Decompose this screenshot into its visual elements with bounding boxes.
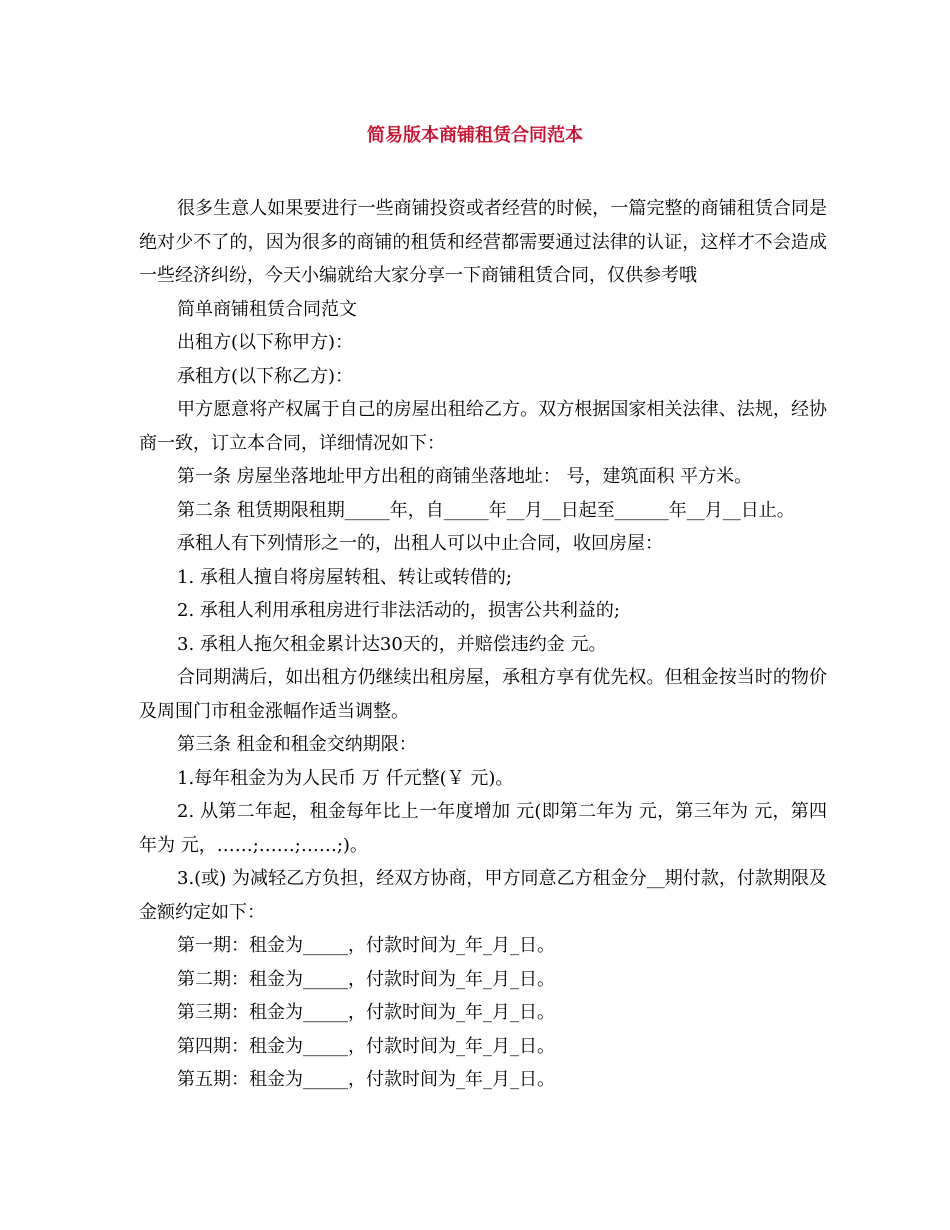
contract-heading: 简单商铺租赁合同范文 xyxy=(177,298,357,320)
rent-item-2: 2. 从第二年起，租金每年比上一年度增加 元(即第二年为 元，第三年为 元，第四年为 元，……;……;……;)。 xyxy=(139,801,827,856)
installment-1: 第一期：租金为_____，付款时间为_年_月_日。 xyxy=(177,935,555,956)
lessor-line: 出租方(以下称甲方)： xyxy=(177,332,354,353)
installment-3: 第三期：租金为_____，付款时间为_年_月_日。 xyxy=(177,1002,555,1023)
article-2: 第二条 租赁期限租期_____年，自_____年__月__日起至______年__月__日止。 xyxy=(177,499,795,521)
lessee-line: 承租方(以下称乙方)： xyxy=(177,365,354,387)
document-title: 简易版本商铺租赁合同范本 xyxy=(367,125,583,146)
installment-4: 第四期：租金为_____，付款时间为_年_月_日。 xyxy=(177,1035,555,1057)
termination-item-2: 2. 承租人利用承租房进行非法活动的，损害公共利益的; xyxy=(177,600,620,621)
document-body xyxy=(139,192,827,1097)
termination-item-3: 3. 承租人拖欠租金累计达30天的，并赔偿违约金 元。 xyxy=(177,633,607,655)
article-3: 第三条 租金和租金交纳期限： xyxy=(177,734,417,755)
termination-item-1: 1. 承租人擅自将房屋转租、转让或转借的; xyxy=(177,566,512,588)
installment-5: 第五期：租金为_____，付款时间为_年_月_日。 xyxy=(177,1069,555,1090)
article-1: 第一条 房屋坐落地址甲方出租的商铺坐落地址： 号，建筑面积 平方米。 xyxy=(177,466,753,487)
preamble-paragraph: 甲方愿意将产权属于自己的房屋出租给乙方。双方根据国家相关法律、法规，经协商一致，订立本合同，详细情况如下： xyxy=(139,399,827,454)
intro-paragraph: 很多生意人如果要进行一些商铺投资或者经营的时候，一篇完整的商铺租赁合同是绝对少不了的，因为很多的商铺的租赁和经营都需要通过法律的认证，这样才不会造成一些经济纠纷，今天小编就给大家分享一下商铺租赁合同，仅供参考哦 xyxy=(139,198,827,286)
renewal-paragraph: 合同期满后，如出租方仍继续出租房屋，承租方享有优先权。但租金按当时的物价及周围门市租金涨幅作适当调整。 xyxy=(139,667,827,722)
rent-item-3: 3.(或) 为减轻乙方负担，经双方协商，甲方同意乙方租金分__期付款，付款期限及金额约定如下： xyxy=(139,868,827,923)
installment-2: 第二期：租金为_____，付款时间为_年_月_日。 xyxy=(177,968,555,990)
rent-item-1: 1.每年租金为为人民币 万 仟元整(￥ 元)。 xyxy=(177,767,514,789)
termination-intro: 承租人有下列情形之一的，出租人可以中止合同，收回房屋： xyxy=(177,533,663,554)
